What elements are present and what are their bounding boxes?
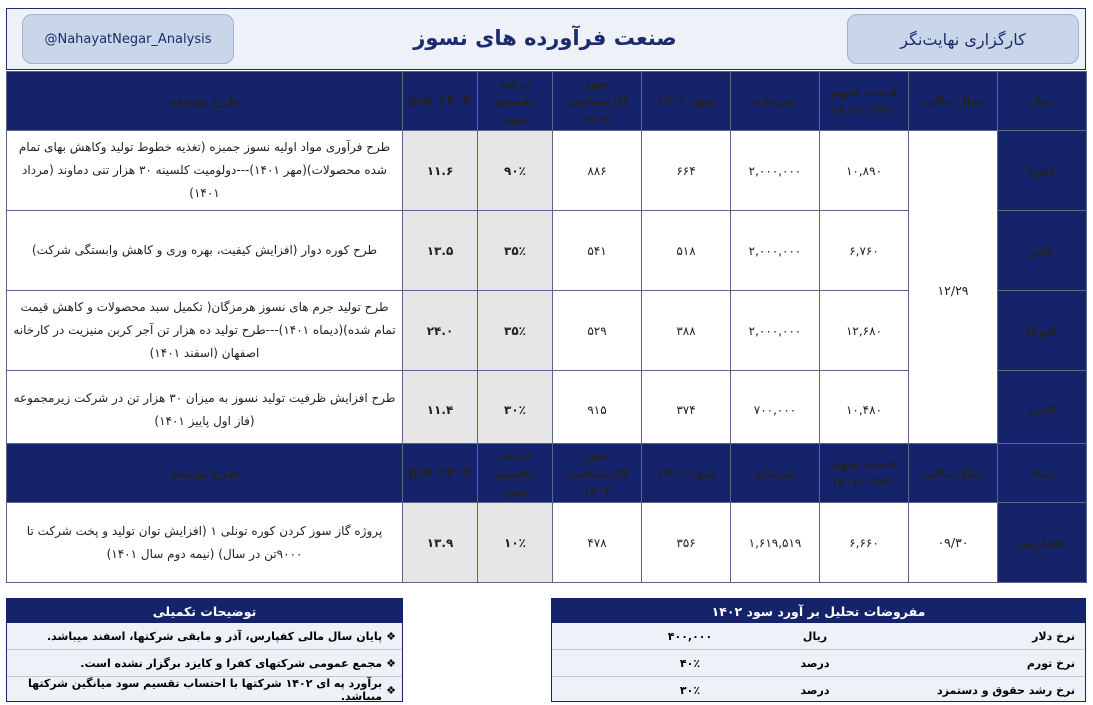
assumption-unit: درصد <box>800 683 830 697</box>
col-plan: طرح توسعه <box>7 444 403 503</box>
list-item <box>7 623 402 650</box>
bullet-icon: ❖ <box>386 656 396 670</box>
col-price-l2: ۱۴۰۲/۰۳/۲۰ <box>830 475 898 489</box>
expert-profit-cell: ۹۱۵ <box>553 371 642 450</box>
symbol-cell: کتوکا <box>998 291 1087 371</box>
col-expert-profit <box>553 72 642 131</box>
list-item <box>552 623 1085 650</box>
assumption-label: نرخ تورم <box>1026 656 1075 670</box>
notes-title: توضیحات تکمیلی <box>7 599 402 623</box>
table-header-row <box>7 72 1087 131</box>
list-item <box>7 677 402 703</box>
price-cell: ۶,۷۶۰ <box>820 211 909 291</box>
col-price-l1: قیمت سهم <box>830 457 898 471</box>
assumptions-title: مفروضات تحلیل بر آورد سود ۱۴۰۲ <box>552 599 1085 623</box>
note-text: مجمع عمومی شرکتهای کفرا و کایزد برگزار نشده است. <box>80 656 383 670</box>
brokerage-badge <box>847 14 1079 64</box>
profit-cell: ۵۱۸ <box>642 211 731 291</box>
col-expert-l1: سود کارشناسی <box>565 76 629 108</box>
table-header-row <box>7 444 1087 503</box>
plan-cell: طرح تولید جرم های نسوز هرمزگان( تکمیل سبد محصولات و کاهش قیمت تمام شده)(دیماه ۱۴۰۱)---طرح تولید ده هزار تن آجر کربن منیزیت در کارخانه اصفهان (اسفند ۱۴۰۱) <box>7 291 403 371</box>
assumption-label: نرخ رشد حقوق و دستمزد <box>937 683 1075 697</box>
symbol-cell: کایزد <box>998 371 1087 450</box>
col-capital: سرمایه <box>731 72 820 131</box>
col-payout-l2: تقسیم سود <box>495 466 535 498</box>
col-payout-l1: درصد <box>499 76 531 90</box>
expert-profit-cell: ۸۸۶ <box>553 131 642 211</box>
plan-cell: طرح کوره دوار (افزایش کیفیت، بهره وری و کاهش وابستگی شرکت) <box>7 211 403 291</box>
kafpars-table <box>6 443 1087 583</box>
assumption-label: نرخ دلار <box>1032 629 1075 643</box>
capital-cell: ۲,۰۰۰,۰۰۰ <box>731 211 820 291</box>
col-payout-l1: درصد <box>499 448 531 462</box>
payout-cell: ۳۵٪ <box>478 291 553 371</box>
assumption-value: ۴۰٪ <box>679 656 701 670</box>
col-pe: p/e ۱۴۰۲ <box>403 72 478 131</box>
symbol-cell: کفرا <box>998 131 1087 211</box>
col-payout <box>478 72 553 131</box>
expert-profit-cell: ۴۷۸ <box>553 503 642 583</box>
bullet-icon: ❖ <box>386 629 396 643</box>
col-price-l1: قیمت سهم <box>830 85 898 99</box>
plan-cell: پروژه گاز سوز کردن کوره تونلی ۱ (افزایش توان تولید و پخت شرکت تا ۹۰۰۰تن در سال) (نیمه دوم سال ۱۴۰۱) <box>7 503 403 583</box>
col-fiscal-year: سال مالی <box>909 444 998 503</box>
col-profit-1401: سود ۱۴۰۱ <box>642 444 731 503</box>
col-expert-l2: ۱۴۰۲ <box>582 484 612 498</box>
note-text: برآورد په ای ۱۴۰۲ شرکتها با احتساب تقسیم سود میانگین شرکتها میباشد. <box>27 677 383 703</box>
payout-cell: ۱۰٪ <box>478 503 553 583</box>
list-item <box>552 650 1085 677</box>
table-row <box>7 503 1087 583</box>
col-profit-1401: سود ۱۴۰۱ <box>642 72 731 131</box>
col-payout-l2: تقسیم سود <box>495 94 535 126</box>
col-plan: طرح توسعه <box>7 72 403 131</box>
pe-cell: ۱۳.۹ <box>403 503 478 583</box>
profit-cell: ۳۷۴ <box>642 371 731 450</box>
symbol-cell: کفپارس <box>998 503 1087 583</box>
price-cell: ۱۲,۶۸۰ <box>820 291 909 371</box>
capital-cell: ۷۰۰,۰۰۰ <box>731 371 820 450</box>
price-cell: ۱۰,۴۸۰ <box>820 371 909 450</box>
brokerage-name: کارگزاری نهایت‌نگر <box>900 29 1026 49</box>
col-capital: سرمایه <box>731 444 820 503</box>
payout-cell: ۹۰٪ <box>478 131 553 211</box>
page-title: صنعت فرآورده های نسوز <box>413 26 677 50</box>
profit-cell: ۳۵۶ <box>642 503 731 583</box>
list-item <box>552 677 1085 703</box>
pe-cell: ۱۱.۴ <box>403 371 478 450</box>
list-item <box>7 650 402 677</box>
col-symbol: نماد <box>998 72 1087 131</box>
profit-cell: ۳۸۸ <box>642 291 731 371</box>
plan-cell: طرح افزایش ظرفیت تولید نسوز به میزان ۳۰ هزار تن در شرکت زیرمجموعه (فاز اول پاییز ۱۴۰۱) <box>7 371 403 450</box>
col-expert-l1: سود کارشناسی <box>565 448 629 480</box>
capital-cell: ۲,۰۰۰,۰۰۰ <box>731 291 820 371</box>
expert-profit-cell: ۵۴۱ <box>553 211 642 291</box>
profit-cell: ۶۶۴ <box>642 131 731 211</box>
plan-cell: طرح فرآوری مواد اولیه نسوز جمبزه (تغذیه خطوط تولید وکاهش بهای تمام شده محصولات)(مهر ۱۴۰۱)---دولومیت کلسینه ۳۰ هزار تنی دماوند (مرداد ۱۴۰۱) <box>7 131 403 211</box>
col-price <box>820 444 909 503</box>
fiscal-year-cell: ۱۲/۲۹ <box>909 131 998 450</box>
note-text: پایان سال مالی کفپارس، آذر و مابقی شرکتها، اسفند میباشد. <box>46 629 383 643</box>
payout-cell: ۳۰٪ <box>478 371 553 450</box>
pe-cell: ۱۱.۶ <box>403 131 478 211</box>
col-symbol: نماد <box>998 444 1087 503</box>
fiscal-year-cell: ۰۹/۳۰ <box>909 503 998 583</box>
col-payout <box>478 444 553 503</box>
pe-cell: ۱۳.۵ <box>403 211 478 291</box>
companies-table <box>6 71 1087 450</box>
assumption-unit: ریال <box>802 629 828 643</box>
notes-box <box>6 598 403 702</box>
price-cell: ۱۰,۸۹۰ <box>820 131 909 211</box>
col-expert-l2: ۱۴۰۲ <box>582 112 612 126</box>
col-fiscal-year: سال مالی <box>909 72 998 131</box>
pe-cell: ۲۴.۰ <box>403 291 478 371</box>
col-expert-profit <box>553 444 642 503</box>
price-cell: ۶,۶۶۰ <box>820 503 909 583</box>
col-price-l2: ۱۴۰۲/۰۳/۲۰ <box>830 103 898 117</box>
assumption-unit: درصد <box>800 656 830 670</box>
symbol-cell: کاذر <box>998 211 1087 291</box>
bullet-icon: ❖ <box>386 683 396 697</box>
handle-badge <box>22 14 234 64</box>
expert-profit-cell: ۵۲۹ <box>553 291 642 371</box>
payout-cell: ۳۵٪ <box>478 211 553 291</box>
assumptions-box <box>551 598 1086 702</box>
assumption-value: ۳۰٪ <box>679 683 701 697</box>
social-handle: @NahayatNegar_Analysis <box>44 31 212 47</box>
col-pe: p/e ۱۴۰۲ <box>403 444 478 503</box>
table-row <box>7 131 1087 211</box>
assumption-value: ۴۰۰,۰۰۰ <box>667 629 713 643</box>
capital-cell: ۲,۰۰۰,۰۰۰ <box>731 131 820 211</box>
col-price <box>820 72 909 131</box>
capital-cell: ۱,۶۱۹,۵۱۹ <box>731 503 820 583</box>
